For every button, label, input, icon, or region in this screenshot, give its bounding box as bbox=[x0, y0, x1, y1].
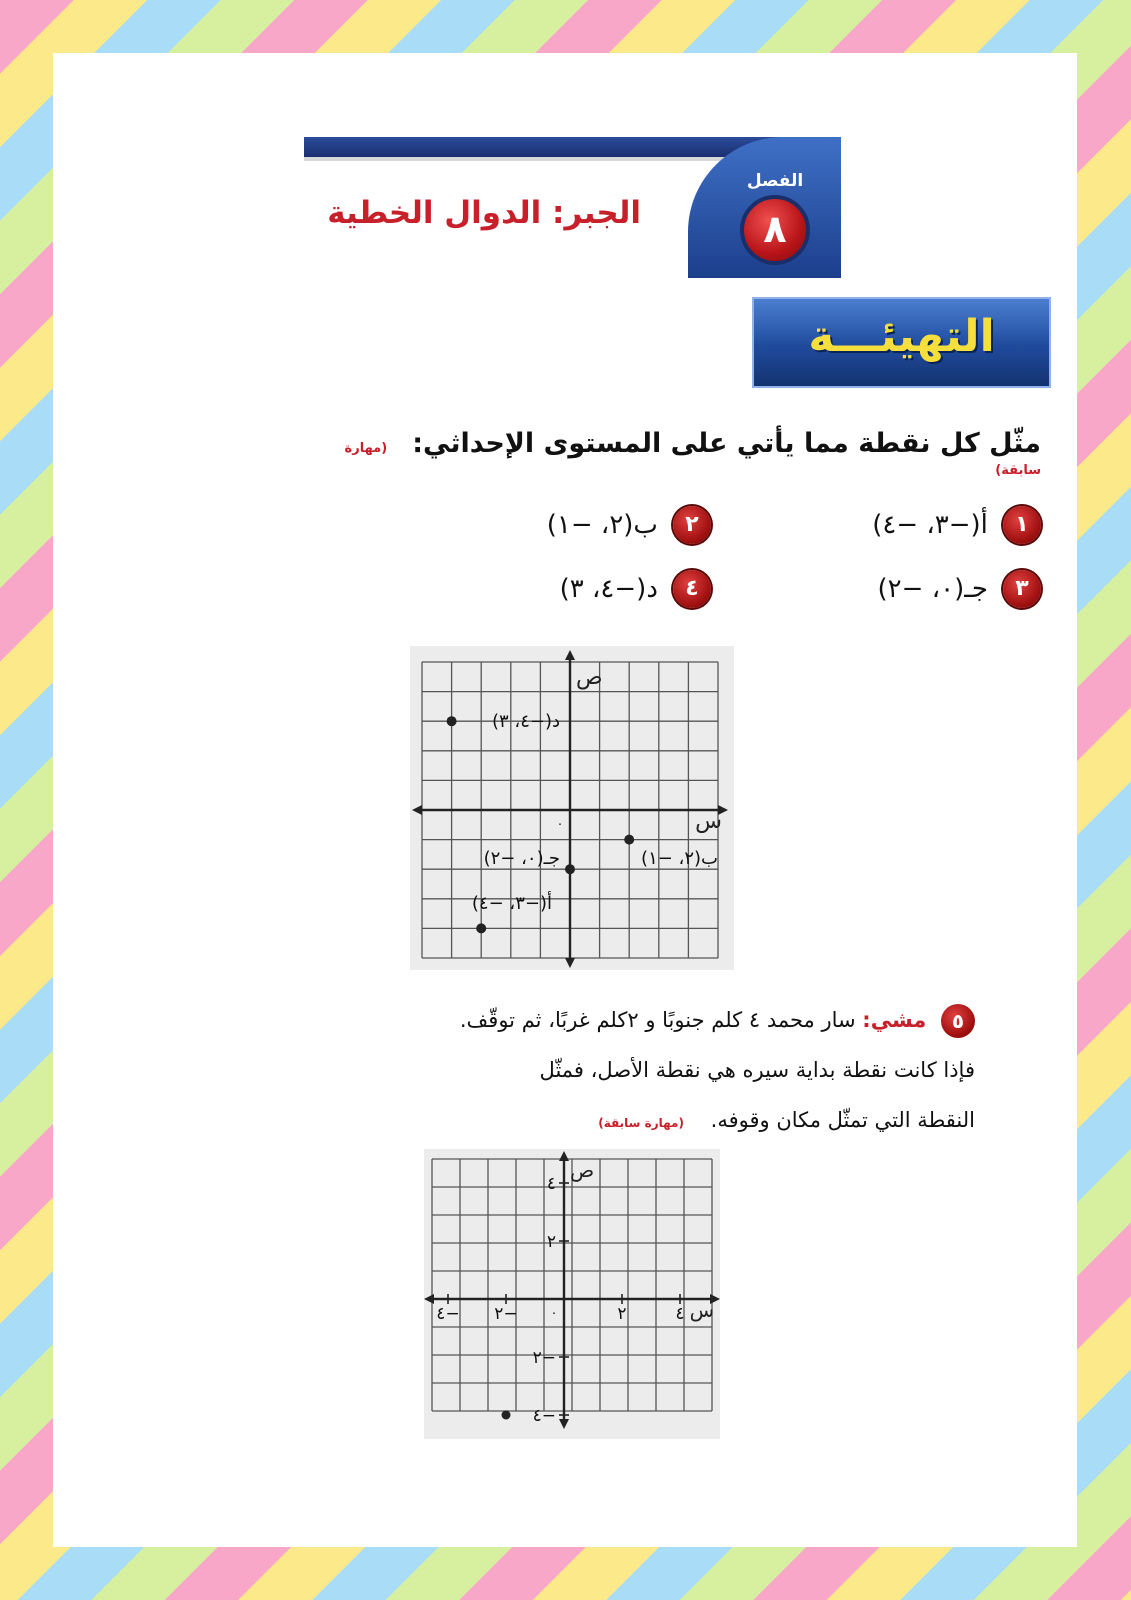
word-problem bbox=[415, 995, 975, 1148]
instruction-text: مثّل كل نقطة مما يأتي على المستوى الإحداثي: bbox=[412, 428, 1041, 459]
item-number-badge: ٣ bbox=[1003, 570, 1041, 608]
exercise-item-1 bbox=[872, 506, 1041, 550]
item-point: جـ(٠، −٢) bbox=[877, 574, 988, 604]
problem-line-1 bbox=[415, 995, 975, 1045]
point-labels bbox=[472, 711, 718, 914]
grid-lines bbox=[432, 1159, 712, 1411]
point-b bbox=[624, 835, 634, 845]
x-axis-label: س bbox=[695, 809, 722, 834]
x-tick-labels bbox=[436, 1304, 684, 1324]
x-tick-label: ٤− bbox=[436, 1304, 460, 1324]
y-tick-label: ٤ bbox=[546, 1174, 556, 1194]
point-label-b: ب(٢، −١) bbox=[641, 848, 718, 869]
item-point: د(−٤، ٣) bbox=[559, 574, 658, 604]
problem-number-badge: ٥ bbox=[941, 1004, 975, 1038]
point-label-a: أ(−٣، −٤) bbox=[471, 893, 552, 914]
y-axis-label: ص bbox=[570, 1158, 595, 1182]
problem-label: مشي: bbox=[862, 1008, 927, 1032]
problem-text-2: فإذا كانت نقطة بداية سيره هي نقطة الأصل، فمثّل bbox=[539, 1058, 975, 1082]
x-axis-label: س bbox=[689, 1298, 714, 1322]
stop-point bbox=[502, 1411, 511, 1420]
coordinate-grid-answer bbox=[410, 646, 734, 970]
y-tick-label: ٤− bbox=[532, 1406, 556, 1426]
graph1-svg bbox=[410, 646, 734, 970]
item-number-badge: ٢ bbox=[673, 506, 711, 544]
origin-label: ٠ bbox=[550, 1306, 558, 1321]
skill-tag: (مهارة سابقة) bbox=[344, 441, 1041, 478]
point-label-d: د(−٤، ٣) bbox=[491, 711, 560, 732]
exercise-item-2 bbox=[547, 506, 711, 550]
chapter-banner bbox=[304, 137, 841, 278]
chapter-number-badge: ٨ bbox=[740, 195, 810, 265]
x-tick-label: ٢− bbox=[494, 1304, 518, 1324]
coordinate-grid-problem bbox=[424, 1149, 720, 1439]
y-tick-label: ٢− bbox=[532, 1348, 556, 1368]
x-tick-label: ٢ bbox=[617, 1304, 627, 1324]
chapter-title: الجبر: الدوال الخطية bbox=[327, 195, 641, 231]
exercise-item-3 bbox=[878, 570, 1041, 614]
y-axis-arrow-bottom bbox=[559, 1419, 569, 1429]
x-tick-label: ٤ bbox=[675, 1304, 685, 1324]
exercise-item-4 bbox=[560, 570, 711, 614]
item-number-badge: ٤ bbox=[673, 570, 711, 608]
x-axis-arrow-left bbox=[424, 1294, 434, 1304]
point-label-c: جـ(٠، −٢) bbox=[483, 848, 560, 869]
instruction bbox=[341, 428, 1041, 478]
problem-text-1: سار محمد ٤ كلم جنوبًا و ٢كلم غربًا، ثم توقّف. bbox=[459, 1008, 856, 1032]
x-axis-arrow-left bbox=[412, 805, 422, 815]
graph2-svg bbox=[424, 1149, 720, 1439]
chapter-label: الفصل bbox=[746, 171, 804, 191]
y-axis-arrow-top bbox=[559, 1151, 569, 1161]
origin-label: ٠ bbox=[556, 817, 564, 832]
problem-text-3: النقطة التي تمثّل مكان وقوفه. bbox=[710, 1108, 975, 1132]
y-tick-label: ٢ bbox=[546, 1232, 556, 1252]
item-number-badge: ١ bbox=[1003, 506, 1041, 544]
point-d bbox=[447, 716, 457, 726]
y-axis-arrow-bottom bbox=[565, 958, 575, 968]
section-title: التهيئـــة bbox=[808, 311, 995, 362]
skill-tag: (مهارة سابقة) bbox=[598, 1116, 684, 1130]
y-axis-label: ص bbox=[576, 665, 603, 690]
point-c bbox=[565, 864, 575, 874]
warmup-banner bbox=[752, 297, 1051, 388]
item-point: أ(−٣، −٤) bbox=[872, 510, 988, 540]
y-axis-arrow-top bbox=[565, 650, 575, 660]
item-point: ب(٢، −١) bbox=[546, 510, 658, 540]
point-a bbox=[476, 923, 486, 933]
axes bbox=[412, 650, 728, 968]
problem-line-3 bbox=[415, 1095, 975, 1148]
